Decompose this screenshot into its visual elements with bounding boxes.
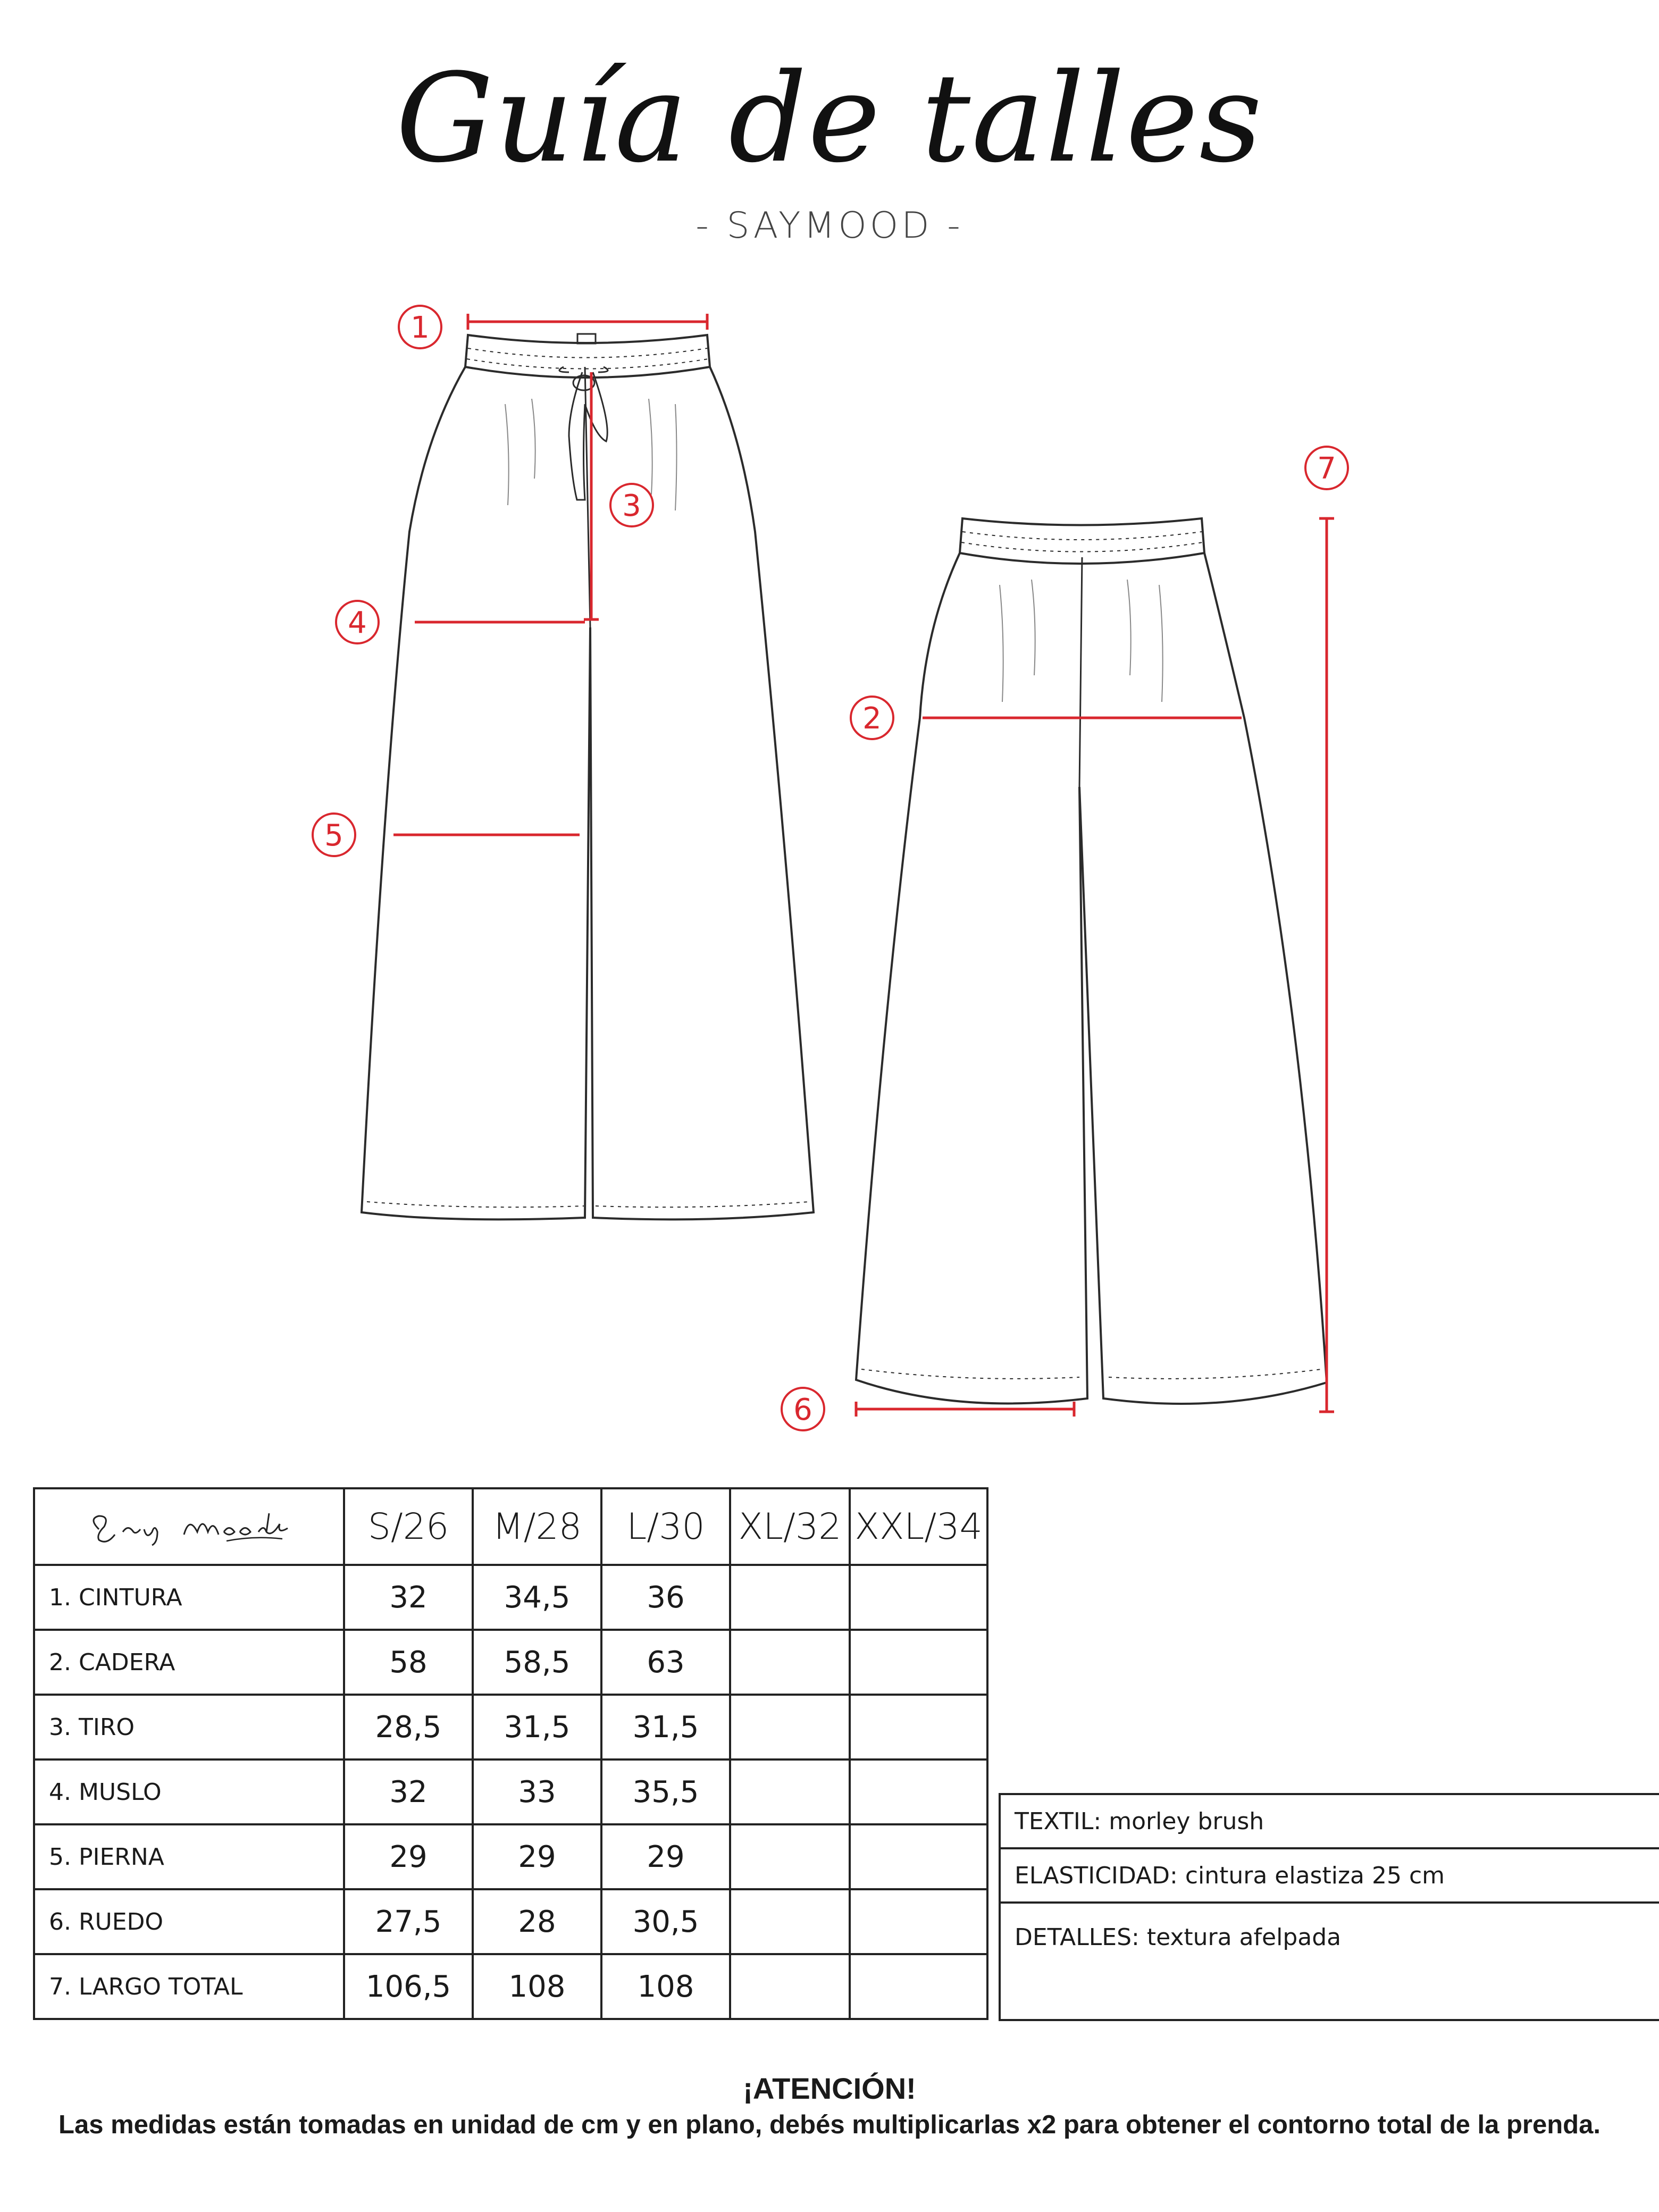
cell-value: 33 — [473, 1759, 601, 1824]
detail-elasticidad — [1000, 1848, 1659, 1903]
detail-value: textura afelpada — [1139, 1924, 1342, 1951]
marker-2: 2 — [862, 701, 882, 736]
cell-value — [850, 1824, 987, 1889]
cell-value: 30,5 — [601, 1889, 730, 1954]
table-row — [34, 1630, 987, 1695]
row-label: 7. LARGO TOTAL — [34, 1954, 344, 2019]
cell-value — [850, 1759, 987, 1824]
marker-4: 4 — [348, 606, 367, 640]
table-row — [34, 1824, 987, 1889]
fabric-details-table — [999, 1793, 1659, 2021]
size-table — [33, 1487, 988, 2020]
cell-value: 31,5 — [473, 1695, 601, 1759]
row-label: 4. MUSLO — [34, 1759, 344, 1824]
notice-text: Las medidas están tomadas en unidad de cm y en plano, debés multiplicarlas x2 para obtener el contorno total de la prenda. — [58, 2110, 1601, 2139]
marker-3: 3 — [622, 489, 641, 523]
cell-value: 106,5 — [344, 1954, 473, 2019]
front-pants-illustration — [362, 334, 814, 1219]
saymood-logo-image — [78, 1503, 301, 1551]
page-title: Guía de talles — [396, 48, 1263, 190]
cell-value: 28 — [473, 1889, 601, 1954]
cell-value — [850, 1630, 987, 1695]
cell-value — [850, 1954, 987, 2019]
row-label: 1. CINTURA — [34, 1565, 344, 1630]
size-col-xl: XL/32 — [730, 1488, 850, 1565]
cell-value: 34,5 — [473, 1565, 601, 1630]
cell-value — [730, 1889, 850, 1954]
notice-title: ¡ATENCIÓN! — [743, 2072, 916, 2105]
cell-value — [850, 1695, 987, 1759]
table-row — [34, 1954, 987, 2019]
back-pants-illustration — [856, 518, 1327, 1404]
cell-value: 29 — [473, 1824, 601, 1889]
detail-detalles — [1000, 1903, 1659, 2020]
detail-row — [1000, 1848, 1659, 1903]
cell-value — [850, 1565, 987, 1630]
cell-value: 58 — [344, 1630, 473, 1695]
cell-value: 32 — [344, 1565, 473, 1630]
cell-value: 28,5 — [344, 1695, 473, 1759]
size-col-s: S/26 — [344, 1488, 473, 1565]
table-row — [34, 1565, 987, 1630]
size-col-m: M/28 — [473, 1488, 601, 1565]
cell-value — [730, 1630, 850, 1695]
row-label: 3. TIRO — [34, 1695, 344, 1759]
detail-row — [1000, 1794, 1659, 1848]
cell-value: 36 — [601, 1565, 730, 1630]
row-label: 6. RUEDO — [34, 1889, 344, 1954]
cell-value: 63 — [601, 1630, 730, 1695]
cell-value — [730, 1759, 850, 1824]
cell-value: 58,5 — [473, 1630, 601, 1695]
row-label: 5. PIERNA — [34, 1824, 344, 1889]
table-row — [34, 1759, 987, 1824]
marker-7: 7 — [1317, 451, 1336, 486]
cell-value — [850, 1889, 987, 1954]
cell-value: 108 — [601, 1954, 730, 2019]
cell-value: 32 — [344, 1759, 473, 1824]
cell-value: 27,5 — [344, 1889, 473, 1954]
size-col-xxl: XXL/34 — [850, 1488, 987, 1565]
marker-1: 1 — [410, 311, 430, 345]
detail-key: TEXTIL: — [1015, 1807, 1102, 1835]
detail-textil — [1000, 1794, 1659, 1848]
size-header-row — [34, 1488, 987, 1565]
saymood-logo — [34, 1488, 344, 1565]
cell-value: 35,5 — [601, 1759, 730, 1824]
size-col-l: L/30 — [601, 1488, 730, 1565]
marker-5: 5 — [324, 818, 343, 853]
detail-row — [1000, 1903, 1659, 2020]
marker-6: 6 — [793, 1393, 812, 1427]
cell-value — [730, 1954, 850, 2019]
detail-key: DETALLES: — [1015, 1924, 1139, 1951]
cell-value — [730, 1824, 850, 1889]
cell-value — [730, 1565, 850, 1630]
cell-value — [730, 1695, 850, 1759]
detail-value: morley brush — [1101, 1807, 1264, 1835]
table-row — [34, 1695, 987, 1759]
detail-key: ELASTICIDAD: — [1015, 1862, 1178, 1889]
cell-value: 29 — [344, 1824, 473, 1889]
row-label: 2. CADERA — [34, 1630, 344, 1695]
cell-value: 29 — [601, 1824, 730, 1889]
cell-value: 108 — [473, 1954, 601, 2019]
table-row — [34, 1889, 987, 1954]
brand-subtitle: - SAYMOOD - — [696, 205, 963, 247]
cell-value: 31,5 — [601, 1695, 730, 1759]
detail-value: cintura elastiza 25 cm — [1177, 1862, 1445, 1889]
